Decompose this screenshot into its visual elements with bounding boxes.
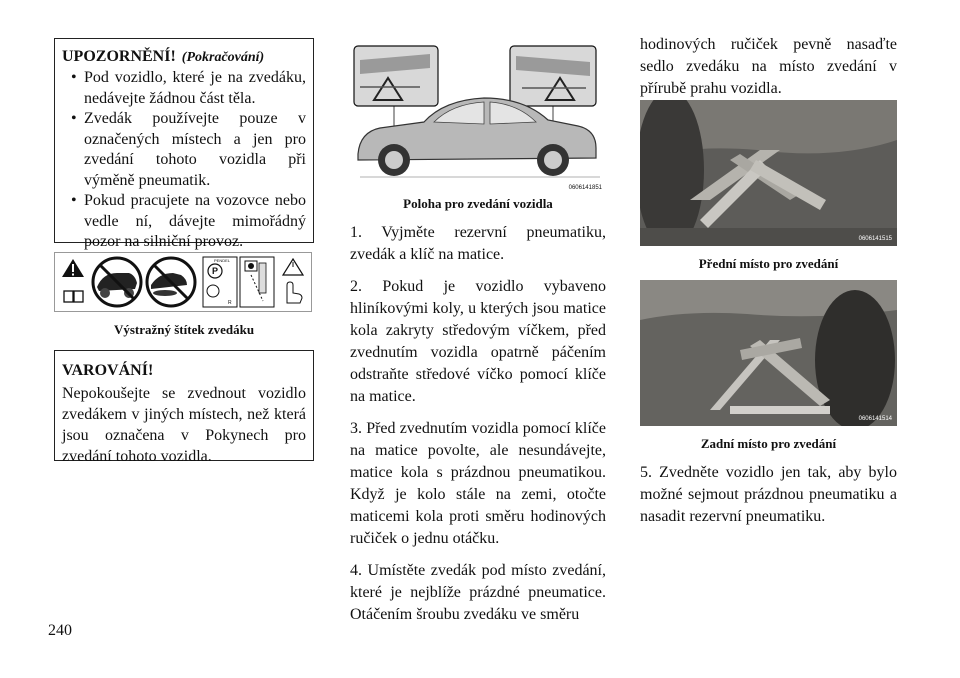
step-4-continued: hodinových ručiček pevně nasaďte sedlo zvedáku na místo zvedání v přírubě prahu vozidla. (640, 36, 897, 97)
step-4: 4. Umístěte zvedák pod místo zvedání, které je nejblíže prázdné pneumatice. Otáčením šroubu zvedáku ve směru (350, 562, 606, 623)
warning-box (54, 350, 314, 465)
caution-bullet-2: • Zvedák používejte pouze v označených místech a jen pro zvedání tohoto vozidla při výměně pneumatik. (62, 109, 306, 191)
park-gear-icon (203, 257, 237, 307)
steps-column (350, 222, 606, 626)
caution-bullet-3: • Pokud pracujete na vozovce nebo vedle ní, dávejte mimořádný pozor na silniční provoz. (62, 191, 306, 253)
figure-code: 0606141851 (568, 185, 602, 191)
page-number: 240 (48, 622, 72, 639)
hazard-lights-icon (283, 259, 303, 303)
jacking-position-figure (350, 42, 606, 192)
rear-point-caption: Zadní místo pro zvedání (700, 436, 837, 451)
step-1: 1. Vyjměte rezervní pneumatiku, zvedák a klíč na matice. (350, 224, 606, 263)
photo1-code: 0606141515 (858, 236, 892, 242)
right-column (640, 34, 897, 100)
step-5-block (640, 462, 897, 528)
warning-triangle-icon (62, 259, 84, 277)
caution-bullet-1: • Pod vozidlo, které je na zvedáku, nedávejte žádnou část těla. (62, 68, 306, 109)
photo2-code: 0606141514 (858, 416, 892, 422)
step-3: 3. Před zvednutím vozidla pomocí klíče na matice povolte, ale nesundávejte, matice kola s prázdnou pneumatikou. Když je kolo stále na zemi, otočte maticemi kola proti směru hodinových ručiček o jednu otáčku. (350, 420, 606, 547)
step-2: 2. Pokud je vozidlo vybaveno hliníkovými koly, u kterých jsou matice kola zakryty středovým víčkem, před zvednutím vozidla opatrně páčením odstraňte středové víčko pomocí klíče na matice. (350, 278, 606, 405)
caution-subtitle: (Pokračování) (181, 50, 265, 65)
jack-label-graphic (55, 253, 311, 311)
svg-text:R: R (228, 300, 232, 306)
warning-text: Nepokoušejte se zvednout vozidlo zvedákem v jiných místech, než která jsou označena v Pokynech pro zvedání tohoto vozidla. (62, 385, 306, 465)
svg-text:PENDEL: PENDEL (213, 258, 231, 263)
caution-title: UPOZORNĚNÍ! (Pokračování) (62, 48, 265, 65)
no-body-under-car-icon (93, 258, 141, 306)
warning-title: VAROVÁNÍ! (62, 362, 154, 379)
car-jacking-illustration (350, 42, 606, 192)
jack-label-caption: Výstražný štítek zvedáku (113, 322, 255, 337)
jack-point-icon (240, 257, 274, 307)
rear-jacking-photo (640, 280, 897, 426)
svg-text:i: i (72, 294, 75, 302)
svg-text:P: P (211, 266, 219, 276)
front-point-caption: Přední místo pro zvedání (698, 256, 839, 271)
manual-icon (64, 291, 83, 302)
front-jacking-photo (640, 100, 897, 246)
jack-warning-label (54, 252, 312, 312)
no-person-under-car-icon (147, 258, 195, 306)
caution-box (54, 38, 314, 250)
step-5: 5. Zvedněte vozidlo jen tak, aby bylo možné sejmout prázdnou pneumatiku a nasadit rezervní pneumatiku. (640, 464, 897, 525)
figure-caption: Poloha pro zvedání vozidla (403, 196, 553, 211)
